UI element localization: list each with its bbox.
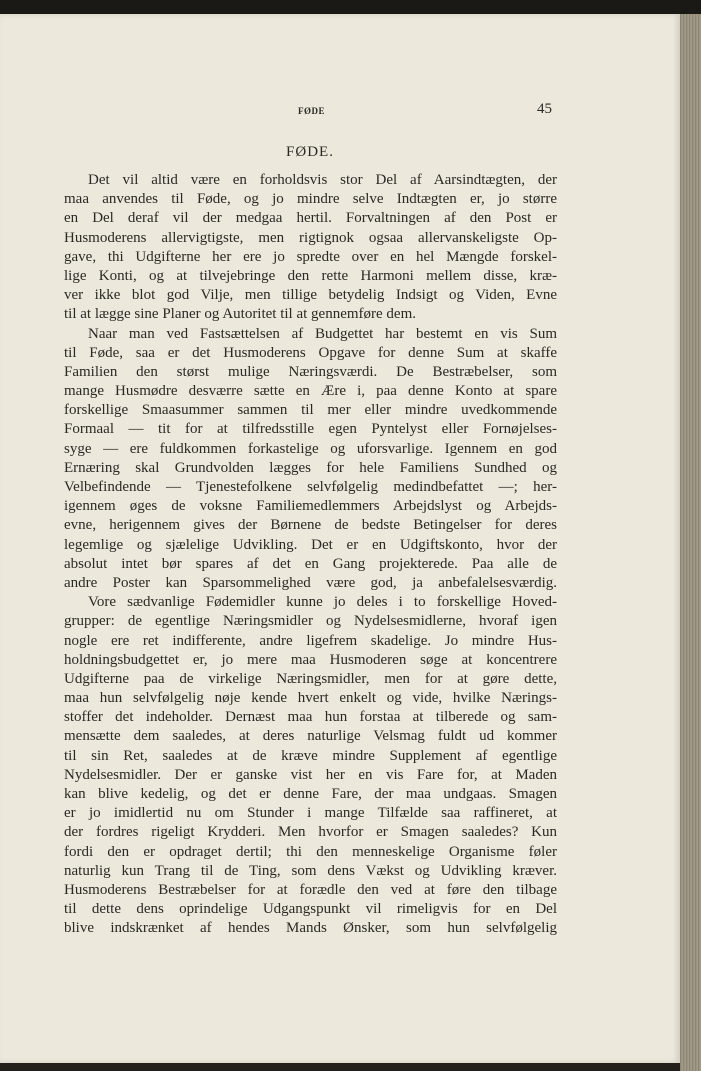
text-line: stoffer det indeholder. Dernæst maa hun forstaa at tilberede og sam-: [64, 709, 557, 726]
text-line: nogle ere ret indifferente, andre ligefrem skadelige. Jo mindre Hus-: [64, 632, 557, 649]
running-head: FØDE: [298, 106, 326, 116]
text-line: forskellige Smaasummer sammen til mer eller mindre uvedkommende: [64, 402, 557, 419]
text-line: fordi den er opdraget dertil; thi den menneskelige Organisme føler: [64, 843, 557, 860]
text-line: der fordres rigeligt Krydderi. Men hvorfor er Smagen saaledes? Kun: [64, 824, 557, 841]
text-line: Vore sædvanlige Fødemidler kunne jo deles i to forskellige Hoved-: [88, 594, 557, 611]
text-line: Nydelsesmidler. Der er ganske vist her en vis Fare for, at Maden: [64, 766, 557, 783]
text-line: Husmoderens Bestræbelser for at forædle den ved at føre den tilbage: [64, 881, 557, 898]
text-line: Ernæring skal Grundvolden lægges for hele Familiens Sundhed og: [64, 459, 557, 476]
text-line: grupper: de egentlige Næringsmidler og Nydelsesmidlerne, hvoraf igen: [64, 613, 557, 630]
page-edges: [680, 14, 701, 1071]
text-line: til at lægge sine Planer og Autoritet til at gennemføre dem.: [64, 306, 417, 323]
text-line: naturlig kun Trang til de Ting, som dens Vækst og Udvikling kræver.: [64, 862, 557, 879]
text-line: legemlige og sjælelige Udvikling. Det er en Udgiftskonto, hvor der: [64, 536, 557, 553]
text-line: andre Poster kan Sparsommelighed være god, ja anbefalelsesværdig.: [64, 574, 557, 591]
text-line: evne, herigennem gives der Børnene de bedste Betingelser for deres: [64, 517, 557, 534]
scan-bottom-border: [0, 1063, 680, 1071]
text-line: Husmoderens allervigtigste, men rigtignok ogsaa allervanskeligste Op-: [64, 229, 557, 246]
text-line: Formaal — tit for at tilfredsstille egen Pyntelyst eller Fornøjelses-: [64, 421, 557, 438]
text-line: absolut intet bør spares af det en Gang projekterede. Paa alle de: [64, 555, 557, 572]
text-line: Det vil altid være en forholdsvis stor Del af Aarsindtægten, der: [88, 172, 557, 188]
text-line: til Føde, saa er det Husmoderens Opgave for denne Sum at skaffe: [64, 344, 557, 361]
body-text: [64, 171, 557, 939]
text-line: syge — ere fuldkommen forkastelige og uforsvarlige. Igennem en god: [64, 440, 557, 457]
scan-top-border: [0, 0, 701, 14]
text-line: igennem øges de voksne Familiemedlemmers Arbejdslyst og Arbejds-: [64, 498, 557, 515]
text-line: mensætte dem saaledes, at deres naturlige Velsmag fuldt ud kommer: [64, 728, 557, 745]
text-line: maa hun selvfølgelig nøje kende hvert enkelt og vide, hvilke Nærings-: [64, 690, 557, 707]
text-line: en Del deraf vil der medgaa hertil. Forvaltningen af den Post er: [64, 210, 557, 227]
text-line: Udgifterne paa de virkelige Næringsmidler, men for at gøre dette,: [64, 670, 557, 687]
text-line: mange Husmødre desværre sætte en Ære i, paa denne Konto at spare: [64, 383, 557, 400]
text-line: holdningsbudgettet er, jo mere maa Husmoderen søge at koncentrere: [64, 651, 557, 668]
text-line: Naar man ved Fastsættelsen af Budgettet har bestemt en vis Sum: [88, 325, 557, 342]
chapter-title: FØDE.: [286, 144, 334, 160]
text-line: er jo imidlertid nu om Stunder i mange Tilfælde saa raffineret, at: [64, 805, 557, 822]
text-line: Familien den størst mulige Næringsværdi. De Bestræbelser, som: [64, 363, 557, 380]
text-line: blive indskrænket af hendes Mands Ønsker, som hun selvfølgelig: [64, 920, 557, 937]
text-line: til dette dens oprindelige Udgangspunkt vil rimeligvis for en Del: [64, 901, 557, 918]
text-line: Velbefindende — Tjenestefolkene selvfølgelig medindbefattet —; her-: [64, 479, 557, 495]
text-line: ver ikke blot god Vilje, men tillige betydelig Indsigt og Viden, Evne: [64, 287, 557, 304]
text-line: gave, thi Udgifterne her ere jo spredte over en hel Mængde forskel-: [64, 248, 557, 265]
text-line: maa anvendes til Føde, og jo mindre selve Indtægten er, jo større: [64, 191, 557, 208]
text-line: til sin Ret, saaledes at de kræve mindre Supplement af egentlige: [64, 747, 557, 764]
page-number: 45: [537, 101, 552, 117]
text-line: lige Konti, og at tilvejebringe den rette Harmoni mellem disse, kræ-: [64, 267, 557, 284]
text-line: kan blive kedelig, og det er denne Fare, der maa undgaas. Smagen: [64, 786, 557, 802]
